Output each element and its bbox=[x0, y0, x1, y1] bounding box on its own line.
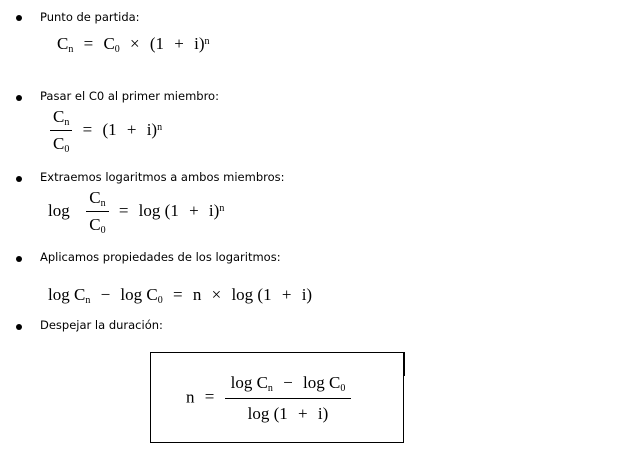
formula-2: $\frac{C_n}{C_0}$ = $(1 + i)^n$ bbox=[50, 107, 162, 155]
step-4-label: Aplicamos propiedades de los logaritmos: bbox=[40, 250, 281, 264]
fraction-duration: $\frac{\log C_n - \log C_0}{\log (1 + i)}$ bbox=[225, 373, 352, 424]
bullet-step-5 bbox=[16, 324, 22, 330]
formula-3: log $\frac{C_n}{C_0}$ = $\log (1 + i)^n$ bbox=[48, 188, 225, 236]
step-3-label: Extraemos logaritmos a ambos miembros: bbox=[40, 170, 285, 184]
step-1-label: Punto de partida: bbox=[40, 10, 140, 24]
formula-1: $C_n = C_0 \times (1 + i)^n$ bbox=[57, 34, 210, 55]
formula-4: $\log C_n - \log C_0 = n \times \log (1 + i)$ bbox=[48, 285, 313, 306]
result-box-tick bbox=[404, 352, 405, 376]
fraction-cn-over-c0: $\frac{C_n}{C_0}$ bbox=[50, 107, 72, 155]
fraction-cn-over-c0: $\frac{C_n}{C_0}$ bbox=[86, 188, 108, 236]
bullet-step-3 bbox=[16, 176, 22, 182]
bullet-step-2 bbox=[16, 95, 22, 101]
bullet-step-1 bbox=[16, 15, 22, 21]
step-2-label: Pasar el C0 al primer miembro: bbox=[40, 89, 219, 103]
bullet-step-4 bbox=[16, 256, 22, 262]
formula-result: n = $\frac{\log C_n - \log C_0}{\log (1 + i)}$ bbox=[186, 373, 351, 424]
step-5-label: Despejar la duración: bbox=[40, 318, 163, 332]
